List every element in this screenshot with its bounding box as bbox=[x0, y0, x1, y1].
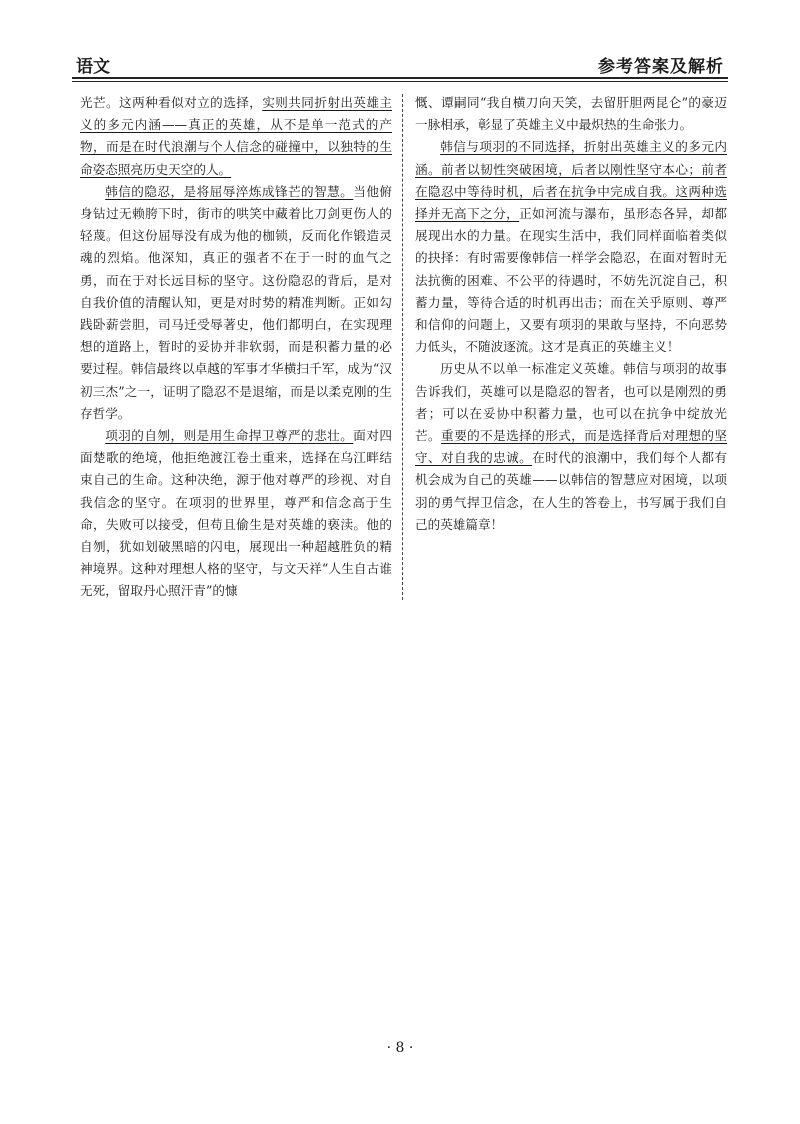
underlined-text: 韩信的隐忍，是将屈辱淬炼成锋芒的智慧。 bbox=[105, 183, 354, 199]
page-number: · 8 · bbox=[386, 1040, 414, 1056]
paragraph bbox=[80, 181, 392, 425]
paragraph bbox=[415, 92, 727, 136]
underlined-text: 重要的不是选择的形式，而是选择背后对理想的坚守、对自我的忠诚。 bbox=[415, 428, 728, 466]
right-column bbox=[415, 92, 727, 536]
text-run: 在时代的浪潮中，我们每个人都有机会成为自己的英雄——以韩信的智慧应对困境，以项羽的勇气捍卫信念，在人生的答卷上，书写属于我们自己的英雄篇章！ bbox=[415, 450, 728, 532]
left-column bbox=[80, 92, 392, 603]
section-title: 参考答案及解析 bbox=[598, 57, 724, 77]
text-run: 历史从不以单一标准定义英雄。韩信与项羽的故事告诉我们，英雄可以是隐忍的智者，也可以是刚烈的勇者；可以在妥协中积蓄力量，也可以在抗争中绽放光芒。 bbox=[415, 361, 727, 444]
page-header bbox=[72, 52, 728, 78]
header-rule-thick bbox=[72, 77, 728, 79]
text-run: 慨、谭嗣同“我自横刀向天笑，去留肝胆两昆仑”的豪迈一脉相承，彰显了英雄主义中最炽热的生命张力。 bbox=[415, 95, 727, 133]
paragraph bbox=[80, 92, 392, 181]
subject-label: 语文 bbox=[76, 57, 110, 77]
column-divider bbox=[402, 94, 403, 600]
paragraph bbox=[415, 358, 727, 536]
paragraph bbox=[415, 136, 727, 358]
header-rule-thin bbox=[72, 81, 728, 82]
underlined-text: 实则共同折射出英雄主义的多元内涵——真正的英雄，从不是单一范式的产物，而是在时代浪潮与个人信念的碰撞中，以独特的生命姿态照亮历史天空的人。 bbox=[80, 95, 393, 177]
text-run: 光芒。这两种看似对立的选择， bbox=[80, 95, 263, 110]
underlined-text: 韩信与项羽的不同选择，折射出英雄主义的多元内涵。前者以韧性突破困境，后者以刚性坚守本心；前者在隐忍中等待时机，后者在抗争中完成自我。这两种选择并无高下之分， bbox=[415, 139, 727, 222]
text-run: 当他俯身钻过无赖胯下时，街市的哄笑中藏着比刀剑更伤人的轻蔑。但这份屈辱没有成为他的枷锁，反而化作锻造灵魂的烈焰。他深知，真正的强者不在于一时的血气之勇，而在于对长远目标的坚守。这份隐忍的背后，是对自我价值的清醒认知，更是对时势的精准判断。正如勾践卧薪尝胆，司马迁受辱著史，他们都明白，在实现理想的道路上，暂时的妥协并非软弱，而是积蓄力量的必要过程。韩信最终以卓越的军事才华横扫千军，成为“汉初三杰”之一，证明了隐忍不是退缩，而是以柔克刚的生存哲学。 bbox=[80, 183, 393, 421]
paragraph bbox=[80, 425, 392, 603]
text-run: 面对四面楚歌的绝境，他拒绝渡江卷土重来，选择在乌江畔结束自己的生命。这种决绝，源于他对尊严的珍视、对自我信念的坚守。在项羽的世界里，尊严和信念高于生命，失败可以接受，但苟且偷生是对英雄的亵渎。他的自刎，犹如划破黑暗的闪电，展现出一种超越胜负的精神境界。这种对理想人格的坚守，与文天祥“人生自古谁无死，留取丹心照汗青”的慷 bbox=[80, 428, 393, 599]
underlined-text: 项羽的自刎，则是用生命捍卫尊严的悲壮。 bbox=[105, 428, 354, 444]
text-run: 正如河流与瀑布，虽形态各异，却都展现出水的力量。在现实生活中，我们同样面临着类似的抉择：有时需要像韩信一样学会隐忍，在面对暂时无法抗衡的困难、不公平的待遇时，不妨先沉淀自己，积蓄力量，等待合适的时机再出击；而在关乎原则、尊严和信仰的问题上，又要有项羽的果敢与坚持，不向恶势力低头，不随波逐流。这才是真正的英雄主义！ bbox=[415, 206, 728, 355]
